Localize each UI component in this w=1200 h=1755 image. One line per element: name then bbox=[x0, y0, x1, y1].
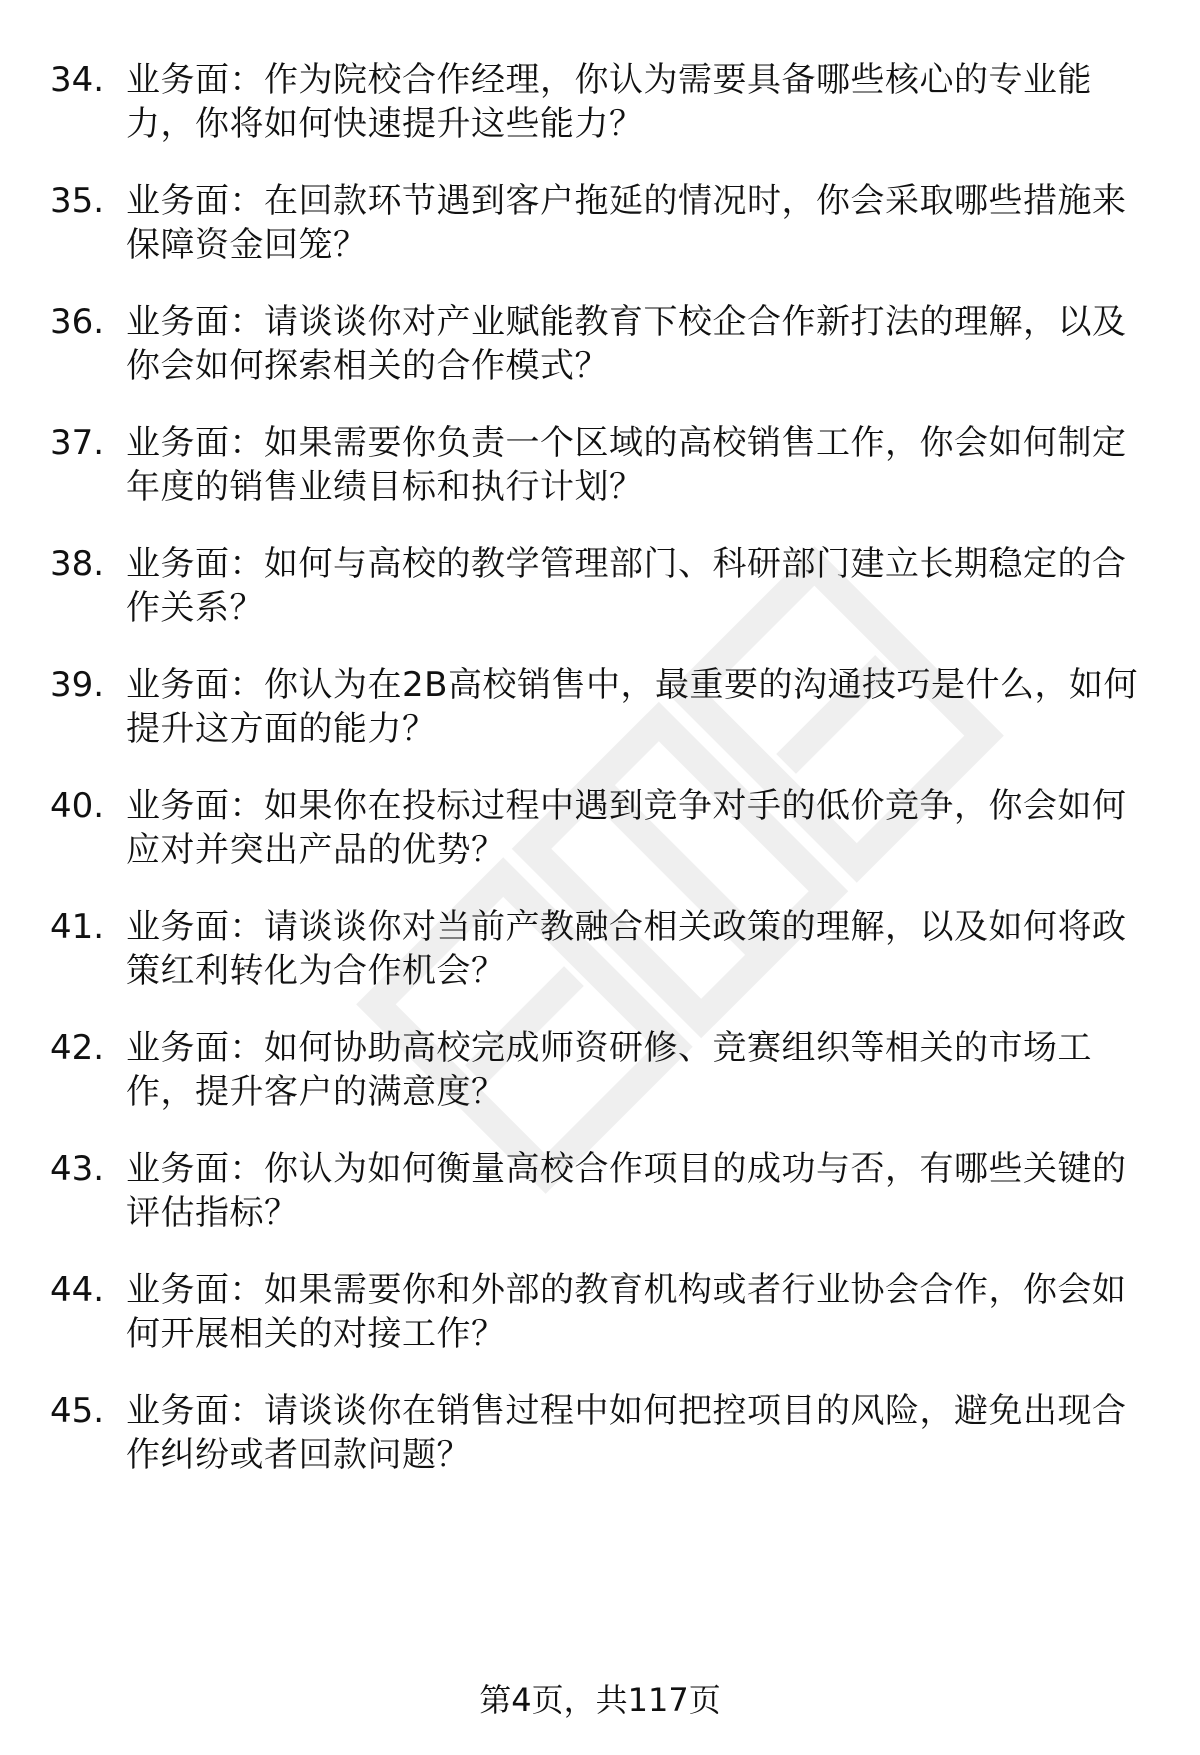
list-item bbox=[50, 300, 1150, 388]
question-text: 业务面：作为院校合作经理，你认为需要具备哪些核心的专业能力，你将如何快速提升这些能力？ bbox=[126, 60, 1092, 144]
list-item bbox=[50, 179, 1150, 267]
question-number: 34. bbox=[50, 60, 105, 100]
question-text: 业务面：如何协助高校完成师资研修、竞赛组织等相关的市场工作，提升客户的满意度？ bbox=[126, 1028, 1092, 1112]
list-item bbox=[50, 905, 1150, 993]
page-number-label: 第4页，共117页 bbox=[479, 1681, 721, 1719]
question-number: 36. bbox=[50, 302, 105, 342]
list-item bbox=[50, 784, 1150, 872]
question-text: 业务面：在回款环节遇到客户拖延的情况时，你会采取哪些措施来保障资金回笼？ bbox=[126, 181, 1127, 265]
question-number: 45. bbox=[50, 1391, 105, 1431]
question-text: 业务面：你认为在2B高校销售中，最重要的沟通技巧是什么，如何提升这方面的能力？ bbox=[126, 665, 1138, 749]
list-item bbox=[50, 663, 1150, 751]
list-item bbox=[50, 1147, 1150, 1235]
question-number: 42. bbox=[50, 1028, 105, 1068]
question-number: 38. bbox=[50, 544, 105, 584]
question-number: 44. bbox=[50, 1270, 105, 1310]
list-item bbox=[50, 1026, 1150, 1114]
question-number: 37. bbox=[50, 423, 105, 463]
question-list bbox=[50, 58, 1150, 1510]
page-footer bbox=[0, 1680, 1200, 1720]
list-item bbox=[50, 421, 1150, 509]
question-number: 43. bbox=[50, 1149, 105, 1189]
list-item bbox=[50, 1389, 1150, 1477]
question-text: 业务面：如果你在投标过程中遇到竞争对手的低价竞争，你会如何应对并突出产品的优势？ bbox=[126, 786, 1127, 870]
question-number: 35. bbox=[50, 181, 105, 221]
question-text: 业务面：你认为如何衡量高校合作项目的成功与否，有哪些关键的评估指标？ bbox=[126, 1149, 1127, 1233]
question-text: 业务面：请谈谈你对当前产教融合相关政策的理解，以及如何将政策红利转化为合作机会？ bbox=[126, 907, 1127, 991]
question-text: 业务面：如果需要你负责一个区域的高校销售工作，你会如何制定年度的销售业绩目标和执行计划？ bbox=[126, 423, 1127, 507]
list-item bbox=[50, 542, 1150, 630]
question-text: 业务面：请谈谈你对产业赋能教育下校企合作新打法的理解，以及你会如何探索相关的合作模式？ bbox=[126, 302, 1127, 386]
question-text: 业务面：如何与高校的教学管理部门、科研部门建立长期稳定的合作关系？ bbox=[126, 544, 1127, 628]
question-text: 业务面：请谈谈你在销售过程中如何把控项目的风险，避免出现合作纠纷或者回款问题？ bbox=[126, 1391, 1127, 1475]
question-number: 39. bbox=[50, 665, 105, 705]
question-number: 40. bbox=[50, 786, 105, 826]
list-item bbox=[50, 1268, 1150, 1356]
question-number: 41. bbox=[50, 907, 105, 947]
list-item bbox=[50, 58, 1150, 146]
question-text: 业务面：如果需要你和外部的教育机构或者行业协会合作，你会如何开展相关的对接工作？ bbox=[126, 1270, 1127, 1354]
